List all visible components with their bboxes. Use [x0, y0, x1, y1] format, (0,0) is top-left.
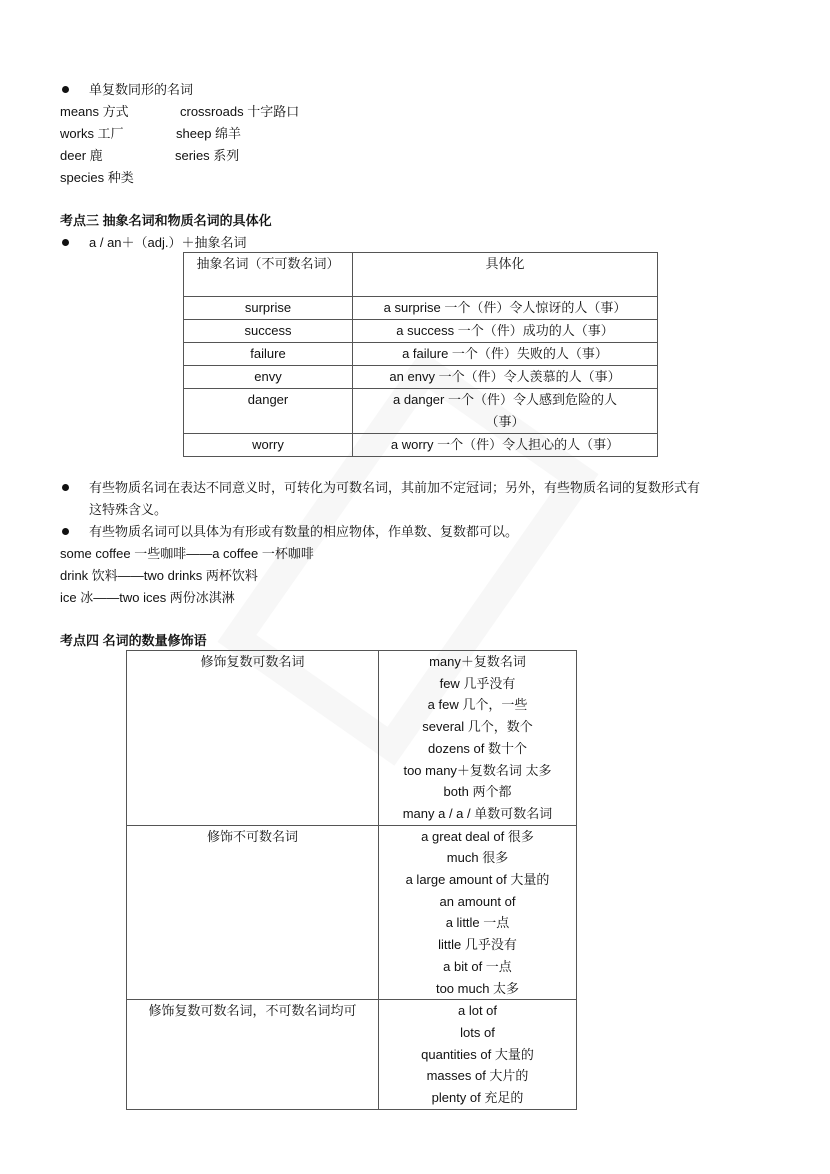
table-row	[127, 1000, 577, 1110]
table-cell: a failure 一个（件）失败的人（事）	[353, 343, 658, 366]
table-row	[184, 297, 658, 320]
table-cell: a surprise 一个（件）令人惊讶的人（事）	[353, 297, 658, 320]
example-line: some coffee 一些咖啡——a coffee 一杯咖啡	[60, 546, 314, 561]
list-item: quantities of 大量的	[421, 1046, 534, 1062]
bullet-icon	[62, 86, 69, 93]
table-row	[127, 825, 577, 1000]
list-item: several 几个，数个	[422, 719, 533, 735]
word-pair-left: works 工厂	[60, 126, 124, 141]
list-item: a lot of	[457, 1003, 498, 1019]
bullet-icon	[62, 528, 69, 535]
list-item: a great deal of 很多	[421, 828, 534, 844]
word-pair-right: series 系列	[175, 148, 240, 163]
word-pair-right: sheep 绵羊	[176, 126, 242, 141]
table-row	[184, 434, 658, 457]
table-cell	[379, 651, 577, 826]
word-pair-right: crossroads 十字路口	[180, 104, 300, 119]
word-pair-left: means 方式	[60, 104, 129, 119]
list-item: few 几乎没有	[439, 675, 516, 691]
word-pair-left: species 种类	[60, 170, 134, 185]
list-item: lots of	[460, 1024, 495, 1040]
table-header: 抽象名词（不可数名词）	[184, 253, 353, 297]
list-item: a little 一点	[445, 915, 510, 931]
example-line: drink 饮料——two drinks 两杯饮料	[60, 568, 258, 583]
table-cell: worry	[184, 434, 353, 457]
list-item: much 很多	[446, 850, 509, 866]
list-item: many＋复数名词	[429, 654, 526, 669]
table-cell	[379, 825, 577, 1000]
list-item: plenty of 充足的	[431, 1090, 524, 1106]
list-item: too many＋复数名词 太多	[403, 762, 552, 778]
table-cell: 修饰复数可数名词	[127, 651, 379, 826]
list-item: both 两个都	[443, 784, 512, 800]
section4-title: 考点四 名词的数量修饰语	[60, 633, 207, 648]
table-cell: danger	[184, 389, 353, 434]
bullet-icon	[62, 484, 69, 491]
table-row	[127, 651, 577, 826]
section3-title: 考点三 抽象名词和物质名词的具体化	[60, 213, 272, 228]
table-cell: surprise	[184, 297, 353, 320]
list-item: a large amount of 大量的	[405, 872, 550, 888]
table-cell: success	[184, 320, 353, 343]
table-cell: 修饰复数可数名词，不可数名词均可	[127, 1000, 379, 1110]
quantifier-table	[126, 650, 577, 1110]
same-form-heading: 单复数同形的名词	[89, 82, 194, 97]
paragraph: 这特殊含义。	[89, 502, 168, 517]
table-row	[184, 343, 658, 366]
table-row	[184, 389, 658, 434]
list-item: a few 几个，一些	[427, 697, 528, 713]
table-cell: an envy 一个（件）令人羡慕的人（事）	[353, 366, 658, 389]
abstract-noun-table	[183, 252, 658, 457]
word-pair-left: deer 鹿	[60, 148, 103, 163]
bullet-icon	[62, 239, 69, 246]
list-item: a bit of 一点	[443, 958, 512, 974]
table-header-row	[184, 253, 658, 297]
section3-rule: a / an＋（adj.）＋抽象名词	[89, 235, 247, 250]
table-row	[184, 366, 658, 389]
table-header: 具体化	[353, 253, 658, 297]
table-cell	[379, 1000, 577, 1110]
paragraph: 有些物质名词在表达不同意义时，可转化为可数名词，其前加不定冠词；另外，有些物质名词的复数形式有	[89, 480, 701, 495]
table-cell: failure	[184, 343, 353, 366]
list-item: little 几乎没有	[438, 937, 517, 953]
table-row	[184, 320, 658, 343]
list-item: masses of 大片的	[426, 1068, 529, 1084]
list-item: an amount of	[439, 893, 516, 909]
list-item: too much 太多	[435, 980, 520, 996]
paragraph: 有些物质名词可以具体为有形或有数量的相应物体，作单数、复数都可以。	[89, 524, 519, 539]
list-item: many a / a / 单数可数名词	[402, 805, 553, 821]
table-cell: envy	[184, 366, 353, 389]
table-cell: 修饰不可数名词	[127, 825, 379, 1000]
list-item: dozens of 数十个	[428, 740, 527, 756]
table-cell: a success 一个（件）成功的人（事）	[353, 320, 658, 343]
table-cell: a worry 一个（件）令人担心的人（事）	[353, 434, 658, 457]
example-line: ice 冰——two ices 两份冰淇淋	[60, 590, 235, 605]
table-cell: a danger 一个（件）令人感到危险的人（事）	[353, 389, 658, 434]
